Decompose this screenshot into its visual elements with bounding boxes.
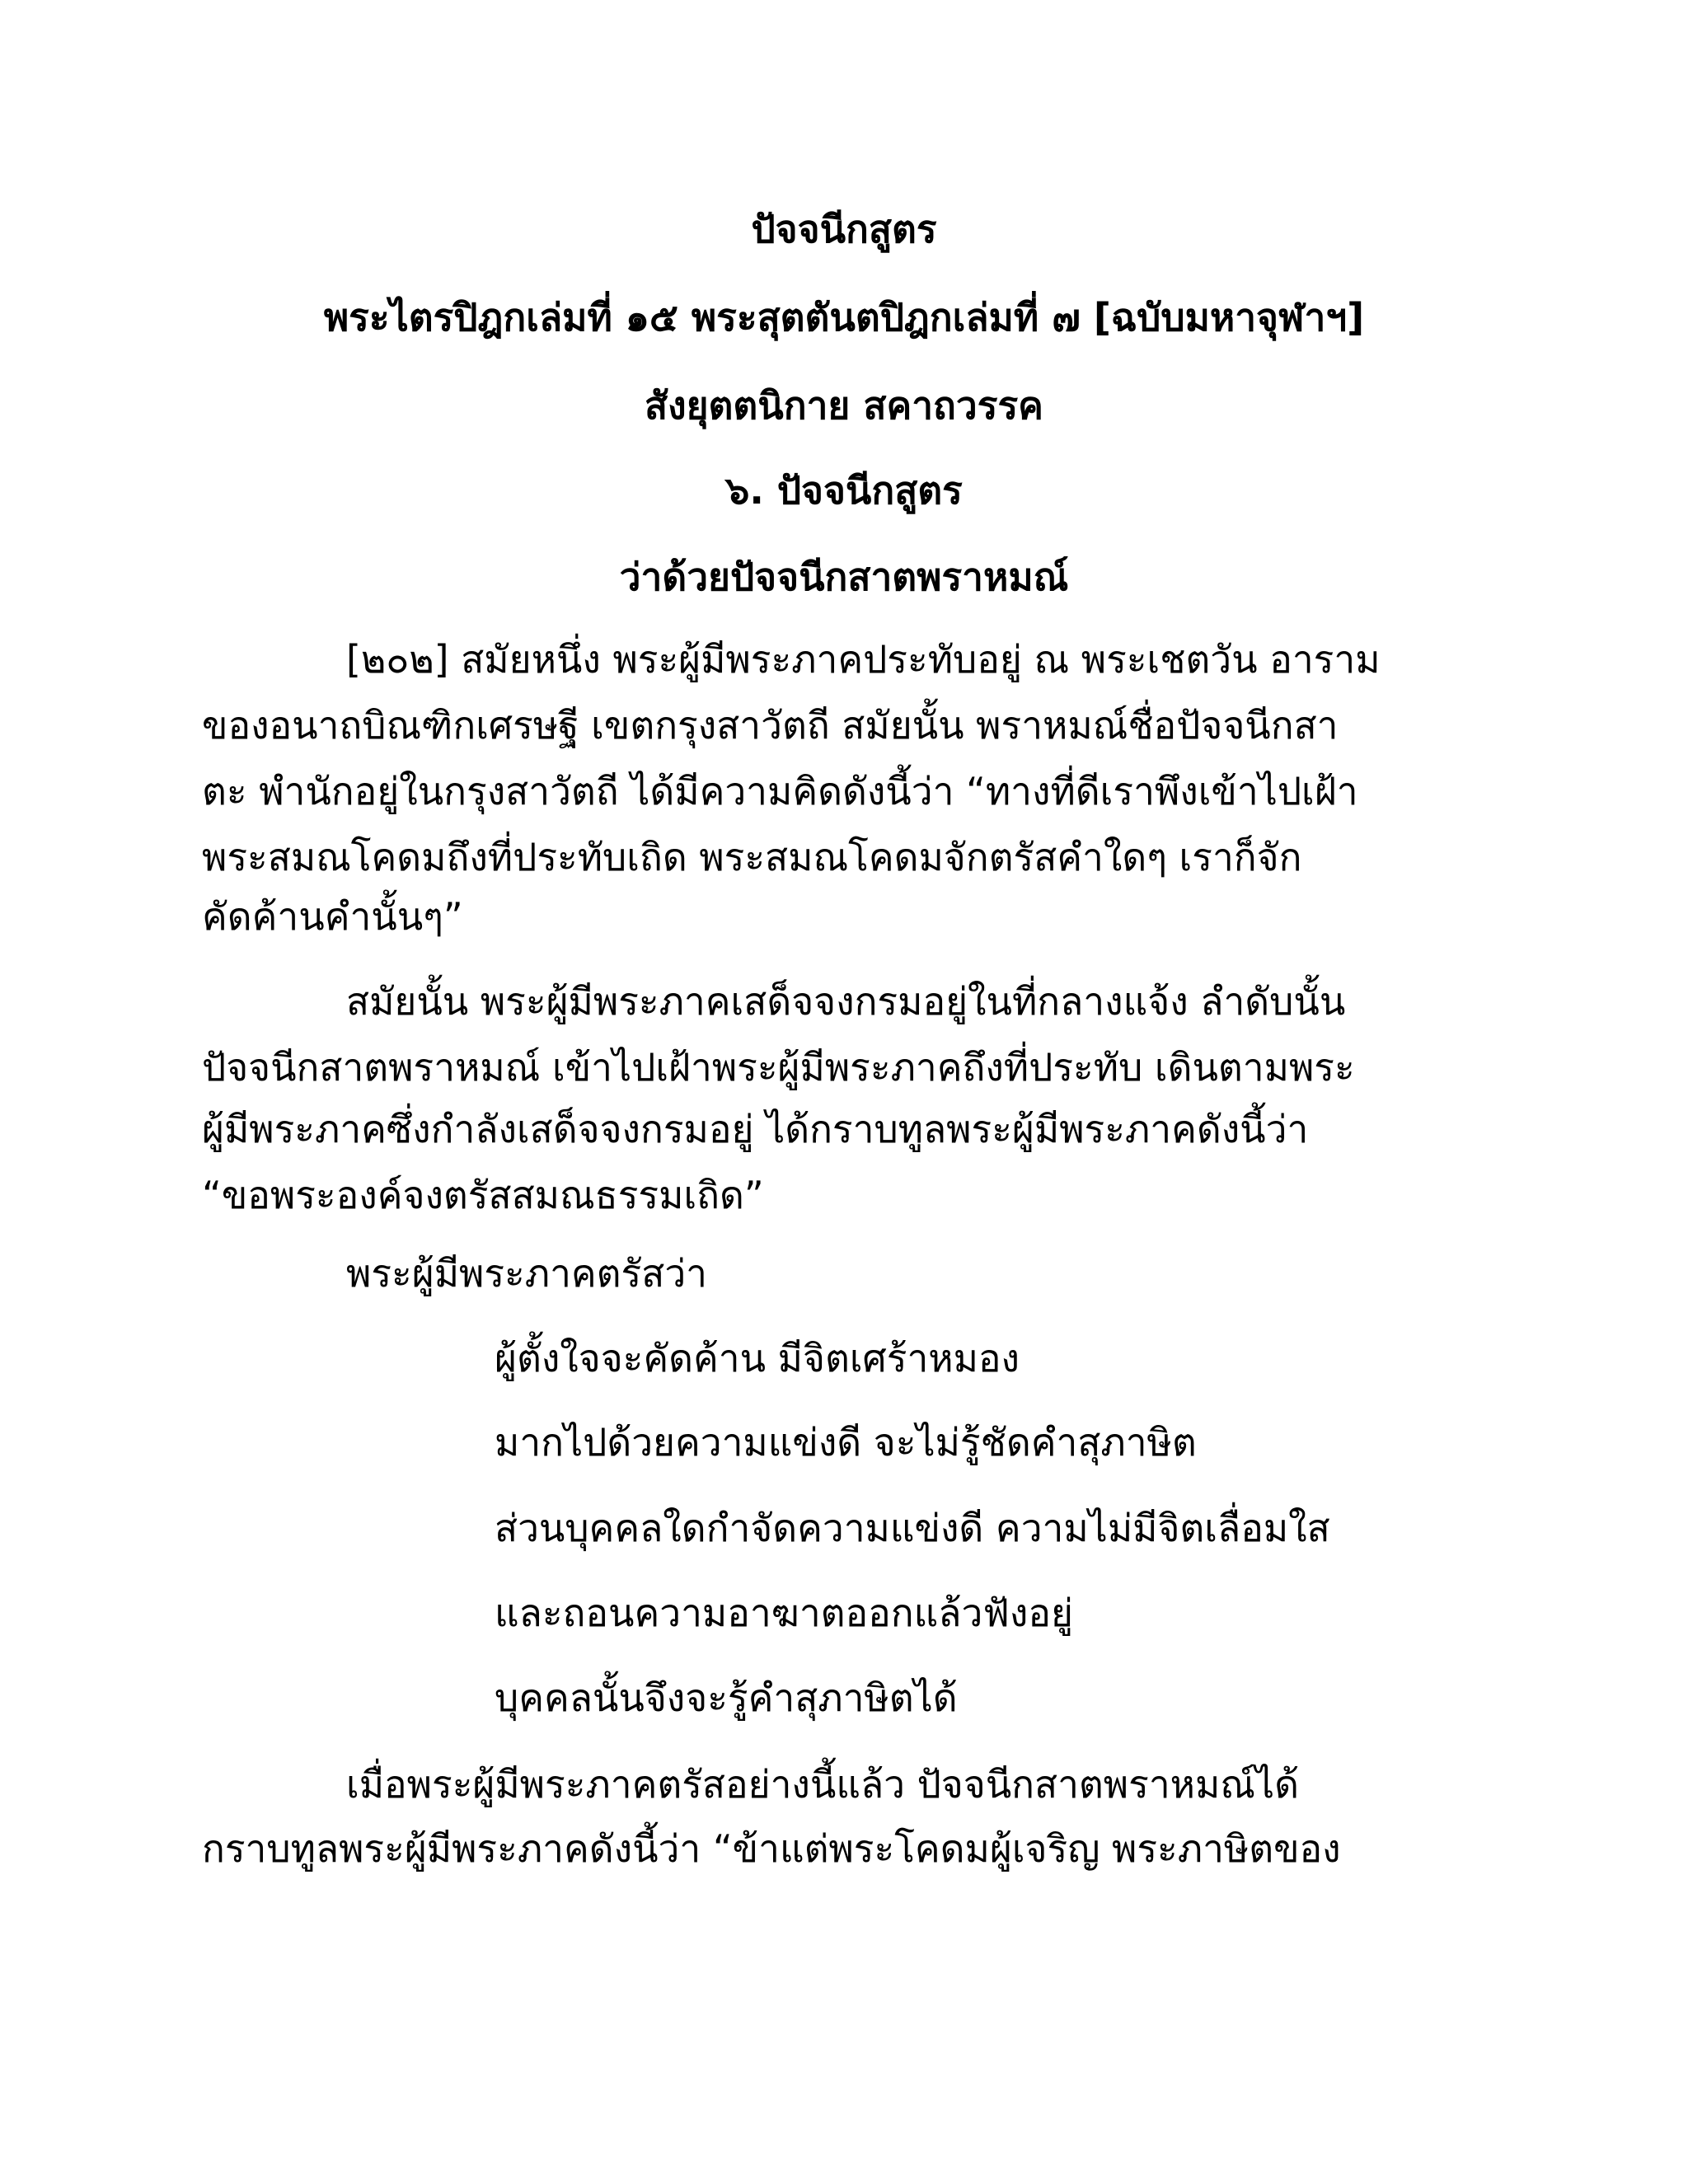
paragraph-2-line-4: “ขอพระองค์จงตรัสสมณธรรมเถิด” <box>202 1173 764 1217</box>
paragraph-3-line-2: กราบทูลพระผู้มีพระภาคดังนี้ว่า “ข้าแต่พระโคดมผู้เจริญ พระภาษิตของ <box>202 1826 1341 1871</box>
verse-line-5: บุคคลนั้นจึงจะรู้คำสุภาษิตได้ <box>495 1675 958 1720</box>
speaker-line: พระผู้มีพระภาคตรัสว่า <box>346 1251 707 1296</box>
paragraph-3-line-1: เมื่อพระผู้มีพระภาคตรัสอย่างนี้แล้ว ปัจจนีกสาตพราหมณ์ได้ <box>346 1762 1299 1807</box>
paragraph-1-line-1: [๒๐๒] สมัยหนึ่ง พระผู้มีพระภาคประทับอยู่ ณ พระเชตวัน อาราม <box>346 637 1381 682</box>
paragraph-2-line-1: สมัยนั้น พระผู้มีพระภาคเสด็จจงกรมอยู่ในที่กลางแจ้ง ลำดับนั้น <box>346 979 1346 1024</box>
nikaya-heading: สังยุตตนิกาย สคาถวรรค <box>645 383 1043 428</box>
paragraph-2-line-2: ปัจจนีกสาตพราหมณ์ เข้าไปเฝ้าพระผู้มีพระภาคถึงที่ประทับ เดินตามพระ <box>202 1045 1355 1090</box>
paragraph-1-line-2: ของอนาถบิณฑิกเศรษฐี เขตกรุงสาวัตถี สมัยนั้น พราหมณ์ชื่อปัจจนีกสา <box>202 703 1339 748</box>
document-title: ปัจจนีกสูตร <box>751 207 937 251</box>
tipitaka-volume-heading: พระไตรปิฎกเล่มที่ ๑๕ พระสุตตันตปิฎกเล่มที่ ๗ [ฉบับมหาจุฬาฯ] <box>323 295 1365 340</box>
paragraph-1-line-3: ตะ พำนักอยู่ในกรุงสาวัตถี ได้มีความคิดดังนี้ว่า “ทางที่ดีเราพึงเข้าไปเฝ้า <box>202 769 1358 813</box>
paragraph-2-line-3: ผู้มีพระภาคซึ่งกำลังเสด็จจงกรมอยู่ ได้กราบทูลพระผู้มีพระภาคดังนี้ว่า <box>202 1107 1309 1151</box>
sutta-subtitle: ว่าด้วยปัจจนีกสาตพราหมณ์ <box>619 555 1069 599</box>
verse-line-4: และถอนความอาฆาตออกแล้วฟังอยู่ <box>495 1591 1073 1635</box>
verse-line-3: ส่วนบุคคลใดกำจัดความแข่งดี ความไม่มีจิตเลื่อมใส <box>495 1506 1330 1550</box>
sutta-number-heading: ๖. ปัจจนีกสูตร <box>725 468 963 513</box>
paragraph-1-line-5: คัดค้านคำนั้นๆ” <box>202 894 463 939</box>
paragraph-1-line-4: พระสมณโคดมถึงที่ประทับเถิด พระสมณโคดมจักตรัสคำใดๆ เราก็จัก <box>202 835 1302 879</box>
verse-line-1: ผู้ตั้งใจจะคัดค้าน มีจิตเศร้าหมอง <box>495 1336 1020 1380</box>
verse-line-2: มากไปด้วยความแข่งดี จะไม่รู้ชัดคำสุภาษิต <box>495 1420 1197 1465</box>
